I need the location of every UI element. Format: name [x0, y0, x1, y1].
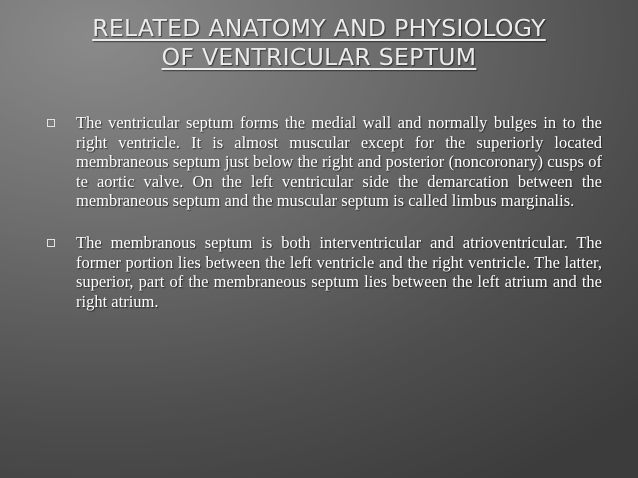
square-bullet-icon: [47, 239, 55, 247]
square-bullet-icon: [47, 119, 55, 127]
bullet-text: The membranous septum is both interventricular and atrioventricular. The former portion lies between the left ventricle and the right ventricle. The latter, superior, part of the membraneous septum lies between the left atrium and the right atrium.: [76, 232, 602, 311]
bullet-list: [47, 113, 602, 333]
slide-title-line-1: RELATED ANATOMY AND PHYSIOLOGY: [92, 14, 546, 42]
bullet-text: The ventricular septum forms the medial wall and normally bulges in to the right ventricle. It is almost muscular except for the superiorly located membraneous septum just below the right and posterior (noncoronary) cusps of te aortic valve. On the left ventricular side the demarcation between the membraneous septum and the muscular septum is called limbus marginalis.: [76, 113, 602, 211]
slide-title-line-2: OF VENTRICULAR SEPTUM: [161, 43, 477, 71]
slide-title: [20, 14, 618, 72]
bullet-item: [47, 113, 602, 211]
bullet-item: [47, 233, 602, 311]
